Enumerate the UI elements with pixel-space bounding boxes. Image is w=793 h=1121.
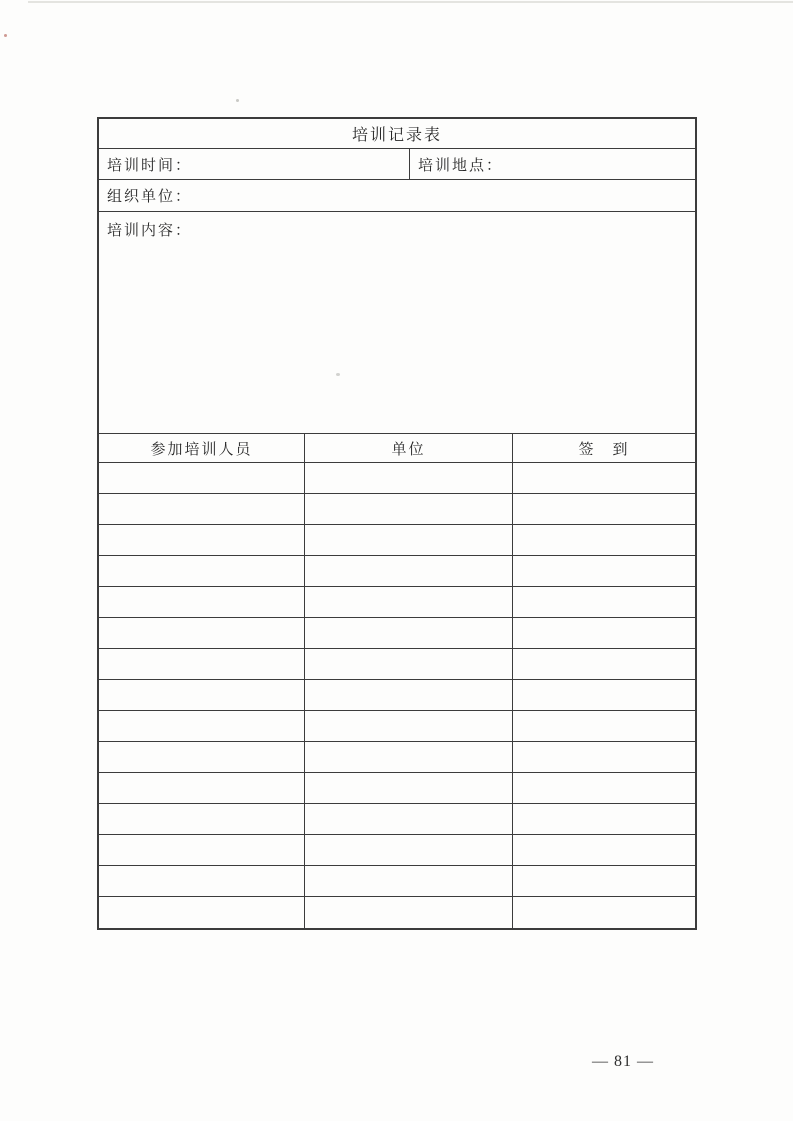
training-record-form-table	[97, 117, 697, 930]
form-title: 培训记录表	[351, 127, 442, 144]
participant-unit-cell	[305, 804, 513, 834]
participant-name-cell	[99, 773, 305, 803]
participant-row	[99, 463, 695, 494]
participant-unit-cell	[305, 773, 513, 803]
participant-sign-cell	[513, 773, 695, 803]
participant-unit-cell	[305, 525, 513, 555]
participant-sign-cell	[513, 866, 695, 896]
participant-unit-cell	[305, 866, 513, 896]
participant-name-cell	[99, 711, 305, 741]
organizer-label: 组织单位：	[107, 189, 193, 205]
training-location-label: 培训地点：	[418, 157, 504, 174]
participant-row	[99, 587, 695, 618]
scan-edge-artifact	[28, 1, 793, 3]
participant-sign-cell	[513, 742, 695, 772]
participant-unit-cell	[305, 742, 513, 772]
participant-name-cell	[99, 494, 305, 524]
training-content-cell	[99, 212, 695, 434]
time-location-row	[99, 149, 695, 180]
header-unit: 单位	[305, 434, 513, 462]
participant-row	[99, 711, 695, 742]
participant-name-cell	[99, 897, 305, 928]
participant-row	[99, 742, 695, 773]
participant-name-cell	[99, 587, 305, 617]
participant-row	[99, 866, 695, 897]
participant-name-cell	[99, 618, 305, 648]
participant-row	[99, 649, 695, 680]
participants-rows	[99, 463, 695, 928]
participant-sign-cell	[513, 463, 695, 493]
participant-row	[99, 804, 695, 835]
participant-name-cell	[99, 835, 305, 865]
scan-speck	[4, 34, 7, 37]
training-time-cell	[99, 149, 410, 179]
participant-sign-cell	[513, 804, 695, 834]
participant-unit-cell	[305, 897, 513, 928]
page-number: — 81 —	[592, 1053, 654, 1070]
header-participants: 参加培训人员	[99, 434, 305, 462]
participant-unit-cell	[305, 618, 513, 648]
participant-unit-cell	[305, 494, 513, 524]
participant-name-cell	[99, 463, 305, 493]
participants-header-row	[99, 434, 695, 463]
participant-name-cell	[99, 525, 305, 555]
participant-sign-cell	[513, 711, 695, 741]
participant-row	[99, 773, 695, 804]
participant-unit-cell	[305, 835, 513, 865]
participant-sign-cell	[513, 835, 695, 865]
participant-sign-cell	[513, 525, 695, 555]
participant-sign-cell	[513, 587, 695, 617]
participant-row	[99, 494, 695, 525]
scan-speck	[236, 99, 239, 102]
training-time-label: 培训时间：	[107, 157, 193, 174]
participant-unit-cell	[305, 463, 513, 493]
training-location-cell	[410, 149, 695, 179]
participant-unit-cell	[305, 711, 513, 741]
participant-name-cell	[99, 556, 305, 586]
participant-row	[99, 680, 695, 711]
participant-unit-cell	[305, 556, 513, 586]
participant-row	[99, 897, 695, 928]
participant-name-cell	[99, 680, 305, 710]
participant-name-cell	[99, 804, 305, 834]
participant-row	[99, 556, 695, 587]
participant-row	[99, 618, 695, 649]
participant-row	[99, 525, 695, 556]
participant-unit-cell	[305, 587, 513, 617]
organizer-row	[99, 180, 695, 212]
participant-row	[99, 835, 695, 866]
form-title-row	[99, 119, 695, 149]
participant-sign-cell	[513, 897, 695, 928]
training-content-label: 培训内容：	[107, 223, 193, 239]
participant-name-cell	[99, 866, 305, 896]
participant-sign-cell	[513, 649, 695, 679]
participant-sign-cell	[513, 618, 695, 648]
participant-sign-cell	[513, 556, 695, 586]
participant-name-cell	[99, 649, 305, 679]
participant-sign-cell	[513, 680, 695, 710]
participant-unit-cell	[305, 649, 513, 679]
header-sign-in: 签 到	[578, 441, 630, 458]
participant-sign-cell	[513, 494, 695, 524]
participant-name-cell	[99, 742, 305, 772]
participant-unit-cell	[305, 680, 513, 710]
